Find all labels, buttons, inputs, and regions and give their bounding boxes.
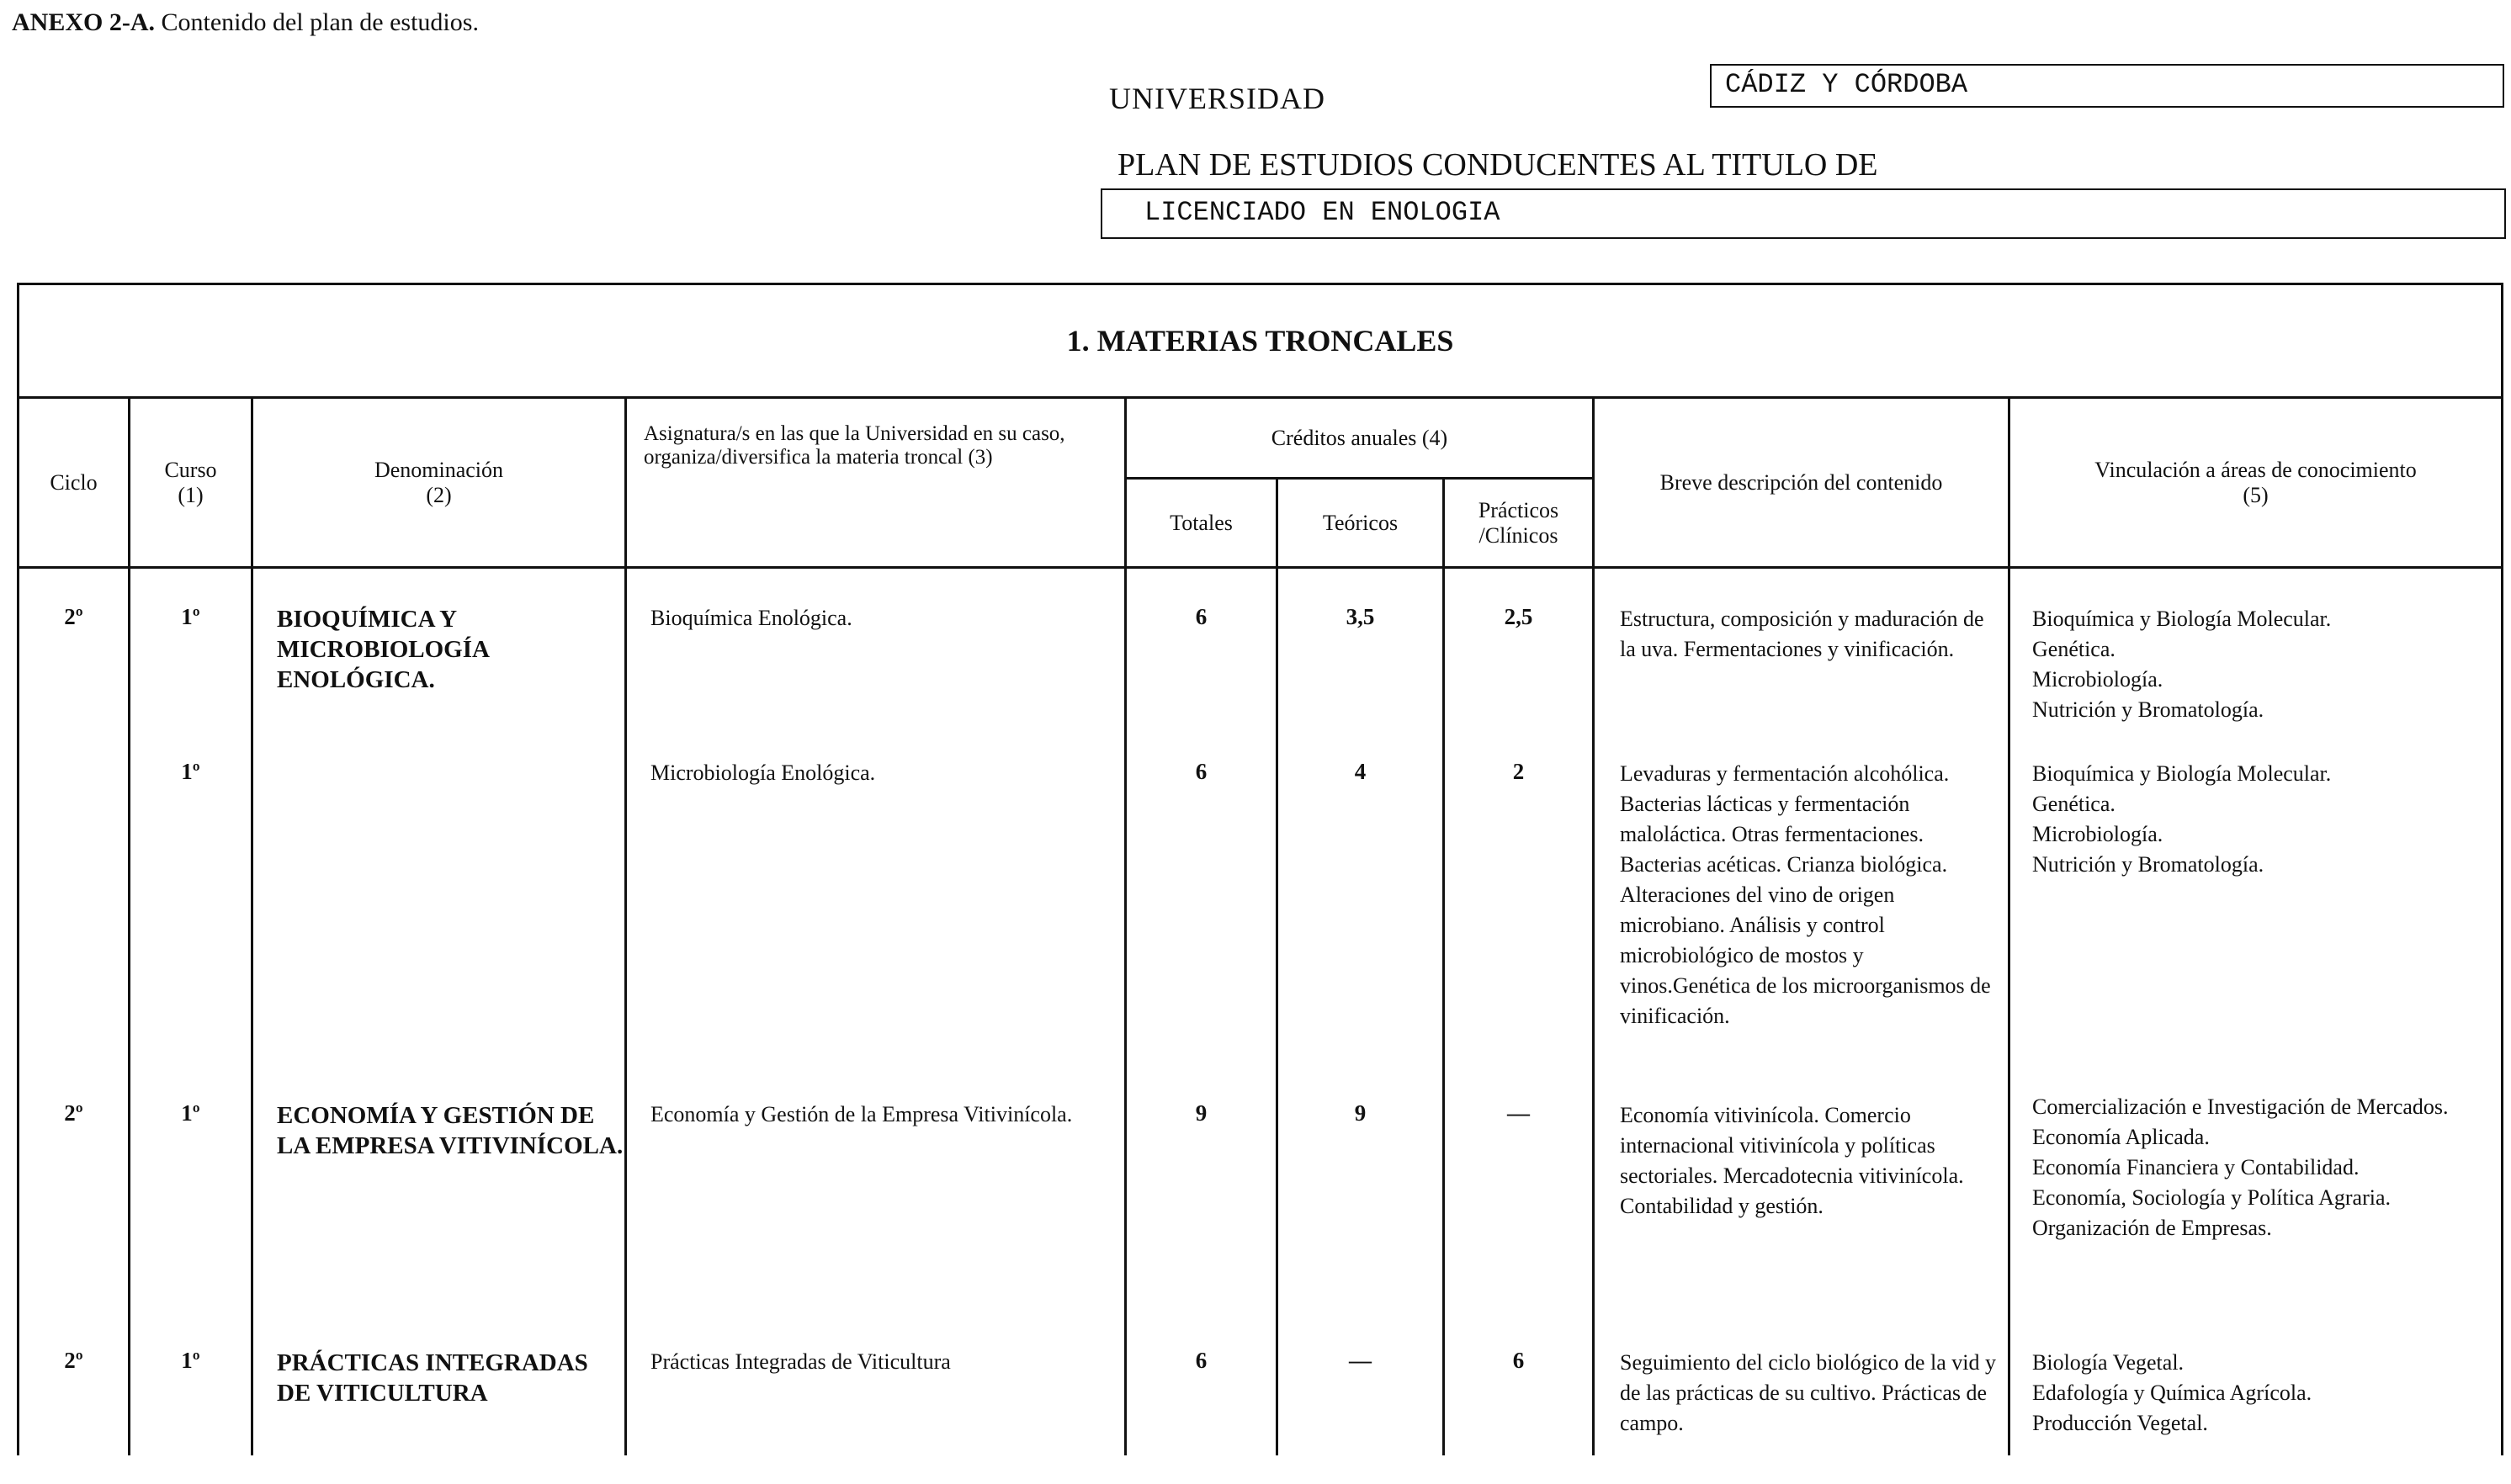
header-asignatura: Asignatura/s en las que la Universidad en su caso, organiza/diversifica la materia troncal (3) bbox=[626, 398, 1126, 568]
cell-descripcion: Economía vitivinícola. Comercio internacional vitivinícola y políticas sectoriales. Mercadotecnia vitivinícola. Contabilidad y gestión. bbox=[1594, 1092, 2009, 1341]
header-totales: Totales bbox=[1126, 479, 1277, 568]
cell-descripcion: Levaduras y fermentación alcohólica. Bacterias lácticas y fermentación maloláctica. Otras fermentaciones. Bacterias acéticas. Crianza biológica. Alteraciones del vino de origen microbiano. Análisis y control microbiológico de mostos y vinos.Genética de los microorganismos de vinificación. bbox=[1594, 742, 2009, 1092]
area-item: Edafología y Química Agrícola. bbox=[2032, 1381, 2312, 1405]
header-curso: Curso (1) bbox=[130, 398, 252, 568]
area-item: Bioquímica y Biología Molecular. bbox=[2032, 607, 2332, 631]
cell-descripcion: Seguimiento del ciclo biológico de la vid y de las prácticas de su cultivo. Prácticas de campo. bbox=[1594, 1341, 2009, 1455]
header-practicos: Prácticos /Clínicos bbox=[1444, 479, 1594, 568]
area-item: Comercialización e Investigación de Mercados. bbox=[2032, 1094, 2449, 1119]
subjects-table bbox=[17, 283, 2503, 1455]
cell-teoricos: 3,5 bbox=[1277, 568, 1444, 743]
annex-label: ANEXO 2-A. bbox=[12, 8, 155, 36]
cell-areas bbox=[2009, 1092, 2503, 1341]
cell-denominacion: ECONOMÍA Y GESTIÓN DE LA EMPRESA VITIVINÍCOLA. bbox=[252, 1092, 626, 1341]
cell-areas bbox=[2009, 1341, 2503, 1455]
header-ciclo: Ciclo bbox=[19, 398, 130, 568]
annex-heading bbox=[12, 8, 479, 37]
cell-ciclo bbox=[19, 742, 130, 1092]
area-item: Genética. bbox=[2032, 792, 2116, 816]
area-item: Genética. bbox=[2032, 637, 2116, 661]
header-creditos: Créditos anuales (4) bbox=[1126, 398, 1594, 479]
header-denominacion: Denominación (2) bbox=[252, 398, 626, 568]
cell-denominacion: PRÁCTICAS INTEGRADAS DE VITICULTURA bbox=[252, 1341, 626, 1455]
area-item: Microbiología. bbox=[2032, 667, 2163, 692]
area-item: Nutrición y Bromatología. bbox=[2032, 697, 2264, 722]
cell-ciclo: 2º bbox=[19, 1341, 130, 1455]
cell-asignatura: Bioquímica Enológica. bbox=[626, 568, 1126, 743]
area-item: Biología Vegetal. bbox=[2032, 1350, 2185, 1375]
cell-ciclo: 2º bbox=[19, 568, 130, 743]
cell-curso: 1º bbox=[130, 742, 252, 1092]
cell-totales: 6 bbox=[1126, 742, 1277, 1092]
cell-practicos: — bbox=[1444, 1092, 1594, 1341]
table-row bbox=[19, 1341, 2503, 1455]
cell-practicos: 2,5 bbox=[1444, 568, 1594, 743]
cell-totales: 6 bbox=[1126, 1341, 1277, 1455]
area-item: Producción Vegetal. bbox=[2032, 1411, 2208, 1435]
table-row bbox=[19, 1092, 2503, 1341]
area-item: Economía Financiera y Contabilidad. bbox=[2032, 1155, 2360, 1179]
annex-text: Contenido del plan de estudios. bbox=[161, 8, 479, 36]
area-item: Economía Aplicada. bbox=[2032, 1125, 2210, 1149]
cell-areas bbox=[2009, 742, 2503, 1092]
cell-curso: 1º bbox=[130, 1092, 252, 1341]
area-item: Nutrición y Bromatología. bbox=[2032, 852, 2264, 877]
area-item: Organización de Empresas. bbox=[2032, 1216, 2272, 1240]
plan-label: PLAN DE ESTUDIOS CONDUCENTES AL TITULO DE bbox=[1117, 147, 1878, 183]
cell-teoricos: — bbox=[1277, 1341, 1444, 1455]
cell-ciclo: 2º bbox=[19, 1092, 130, 1341]
header-teoricos: Teóricos bbox=[1277, 479, 1444, 568]
cell-teoricos: 9 bbox=[1277, 1092, 1444, 1341]
cell-curso: 1º bbox=[130, 568, 252, 743]
cell-denominacion bbox=[252, 742, 626, 1092]
cell-teoricos: 4 bbox=[1277, 742, 1444, 1092]
cell-practicos: 2 bbox=[1444, 742, 1594, 1092]
cell-denominacion: BIOQUÍMICA Y MICROBIOLOGÍA ENOLÓGICA. bbox=[252, 568, 626, 743]
university-name-field: CÁDIZ Y CÓRDOBA bbox=[1710, 64, 2504, 108]
area-item: Bioquímica y Biología Molecular. bbox=[2032, 761, 2332, 786]
cell-descripcion: Estructura, composición y maduración de la uva. Fermentaciones y vinificación. bbox=[1594, 568, 2009, 743]
degree-title-field: LICENCIADO EN ENOLOGIA bbox=[1101, 188, 2506, 239]
cell-asignatura: Microbiología Enológica. bbox=[626, 742, 1126, 1092]
cell-totales: 6 bbox=[1126, 568, 1277, 743]
cell-practicos: 6 bbox=[1444, 1341, 1594, 1455]
area-item: Microbiología. bbox=[2032, 822, 2163, 846]
cell-curso: 1º bbox=[130, 1341, 252, 1455]
section-title: 1. MATERIAS TRONCALES bbox=[19, 284, 2503, 398]
table-row bbox=[19, 568, 2503, 743]
cell-asignatura: Prácticas Integradas de Viticultura bbox=[626, 1341, 1126, 1455]
header-vinculacion: Vinculación a áreas de conocimiento (5) bbox=[2009, 398, 2503, 568]
cell-totales: 9 bbox=[1126, 1092, 1277, 1341]
area-item: Economía, Sociología y Política Agraria. bbox=[2032, 1185, 2392, 1210]
table-row bbox=[19, 742, 2503, 1092]
header-descripcion: Breve descripción del contenido bbox=[1594, 398, 2009, 568]
university-label: UNIVERSIDAD bbox=[1109, 82, 1325, 115]
cell-asignatura: Economía y Gestión de la Empresa Vitivinícola. bbox=[626, 1092, 1126, 1341]
cell-areas bbox=[2009, 568, 2503, 743]
